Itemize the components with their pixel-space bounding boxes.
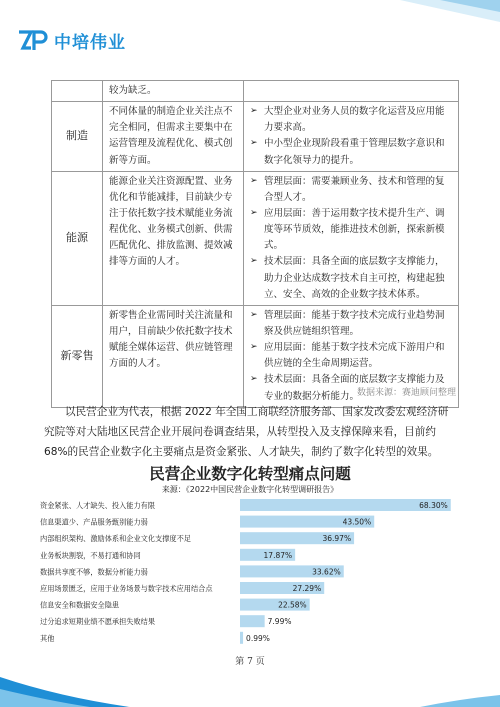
value-label: 0.99% bbox=[246, 633, 270, 643]
industry-cell: 制造 bbox=[52, 102, 103, 172]
category-label: 信息渠道少、产品服务甄别能力弱 bbox=[40, 517, 148, 527]
requirement-cell: 不同体量的制造企业关注点不完全相同，但需求主要集中在运营管理及流程优化、模式创新等方面。 bbox=[103, 102, 244, 172]
category-label: 应用场景匮乏，应用于业务场景与数字技术应用结合点 bbox=[40, 584, 213, 593]
value-label: 36.97% bbox=[322, 534, 352, 544]
capability-item: ➢ 技术层面：具备全面的底层数字支撑能力，助力企业达成数字技术自主可控，构建起独立、安全、高效的企业数字技术体系。 bbox=[250, 256, 445, 300]
value-label: 7.99% bbox=[267, 617, 292, 627]
footer-wave-decoration bbox=[0, 667, 500, 707]
capability-cell bbox=[244, 102, 459, 172]
capability-item: ➢ 技术层面：具备全面的底层数字支撑能力及专业的数据分析能力。 bbox=[250, 374, 445, 402]
brand-logo bbox=[18, 28, 126, 53]
chart-subtitle: 来源：《2022中国民营企业数字化转型调研报告》 bbox=[161, 485, 339, 494]
capability-item: ➢ 管理层面：需要兼顾业务、技术和管理的复合型人才。 bbox=[250, 175, 445, 203]
bar bbox=[240, 615, 265, 627]
capability-item: ➢ 应用层面：能基于数字技术完成下游用户和供应链的全生命周期运营。 bbox=[250, 342, 445, 370]
value-label: 43.50% bbox=[342, 517, 372, 527]
capability-item: ➢ 大型企业对业务人员的数字化运营及应用能力要求高。 bbox=[250, 106, 445, 134]
requirement-cell: 较为缺乏。 bbox=[103, 81, 244, 102]
arrow-bullet-icon: ➢ bbox=[250, 138, 258, 149]
arrow-bullet-icon: ➢ bbox=[250, 342, 258, 353]
page-number: 第 7 页 bbox=[235, 657, 265, 667]
table-row bbox=[52, 102, 459, 172]
bar bbox=[240, 632, 243, 644]
category-label: 其他 bbox=[40, 633, 55, 643]
value-label: 68.30% bbox=[419, 501, 448, 510]
category-label: 信息安全和数据安全隐患 bbox=[40, 600, 120, 610]
body-paragraph: 以民营企业为代表，根据 2022 年全国工商联经济服务部、国家发改委宏观经济研究院等对大陆地区民营企业开展问卷调查结果，从转型投入及支撑保障来看，目前约 68%的民营企业数字化主要痛点是资金紧张、人才缺失，制约了数字化转型的效果。 bbox=[44, 406, 449, 458]
arrow-bullet-icon: ➢ bbox=[250, 256, 258, 267]
category-label: 内部组织架构、激励体系和企业文化支撑度不足 bbox=[40, 534, 191, 544]
value-label: 27.29% bbox=[292, 584, 322, 593]
arrow-bullet-icon: ➢ bbox=[250, 106, 258, 117]
category-label: 过分追求短期业绩不愿承担失败结果 bbox=[40, 617, 156, 627]
brand-name: 中培伟业 bbox=[54, 33, 126, 53]
category-label: 数据共享度不够，数据分析能力弱 bbox=[40, 567, 148, 577]
arrow-bullet-icon: ➢ bbox=[250, 309, 258, 320]
data-source-note: 数据来源：赛迪顾问整理 bbox=[356, 388, 456, 398]
pain-point-bar-chart bbox=[40, 495, 460, 647]
logo-mark-icon bbox=[18, 30, 48, 52]
arrow-bullet-icon: ➢ bbox=[250, 374, 258, 385]
industry-cell bbox=[52, 81, 103, 102]
category-label: 资金紧张、人才缺失、投入能力有限 bbox=[40, 501, 156, 510]
category-label: 业务板块割裂，不易打通和协同 bbox=[40, 550, 141, 560]
header-corner-decoration bbox=[360, 0, 500, 40]
requirement-cell: 能源企业关注资源配置、业务优化和节能减排，目前缺少专注于依托数字技术赋能业务流程优化、业务模式创新、供需匹配优化、排放监测、提效减排等方面的人才。 bbox=[103, 171, 244, 305]
chart-title: 民营企业数字化转型痛点问题 bbox=[149, 465, 351, 483]
page-header bbox=[0, 0, 500, 70]
capability-item: ➢ 管理层面：能基于数字技术完成行业趋势洞察及供应链组织管理。 bbox=[250, 309, 445, 337]
table-row bbox=[52, 171, 459, 305]
value-label: 33.62% bbox=[312, 567, 341, 577]
capability-item: ➢ 应用层面：善于运用数字技术提升生产、调度等环节质效，能推进技术创新，探索新模式。 bbox=[250, 207, 445, 252]
industry-cell: 新零售 bbox=[52, 305, 103, 407]
industry-cell: 能源 bbox=[52, 171, 103, 305]
capability-cell bbox=[244, 81, 459, 102]
arrow-bullet-icon: ➢ bbox=[250, 175, 258, 186]
capability-cell bbox=[244, 171, 459, 305]
industry-talent-table bbox=[51, 80, 459, 408]
value-label: 22.58% bbox=[278, 600, 307, 610]
capability-item: ➢ 中小型企业现阶段看重于管理层数字意识和数字化领导力的提升。 bbox=[250, 138, 445, 166]
value-label: 17.87% bbox=[263, 550, 293, 560]
table-row bbox=[52, 81, 459, 102]
arrow-bullet-icon: ➢ bbox=[250, 207, 258, 218]
requirement-cell: 新零售企业需同时关注流量和用户，目前缺少依托数字技术赋能全媒体运营、供应链管理方面的人才。 bbox=[103, 305, 244, 407]
